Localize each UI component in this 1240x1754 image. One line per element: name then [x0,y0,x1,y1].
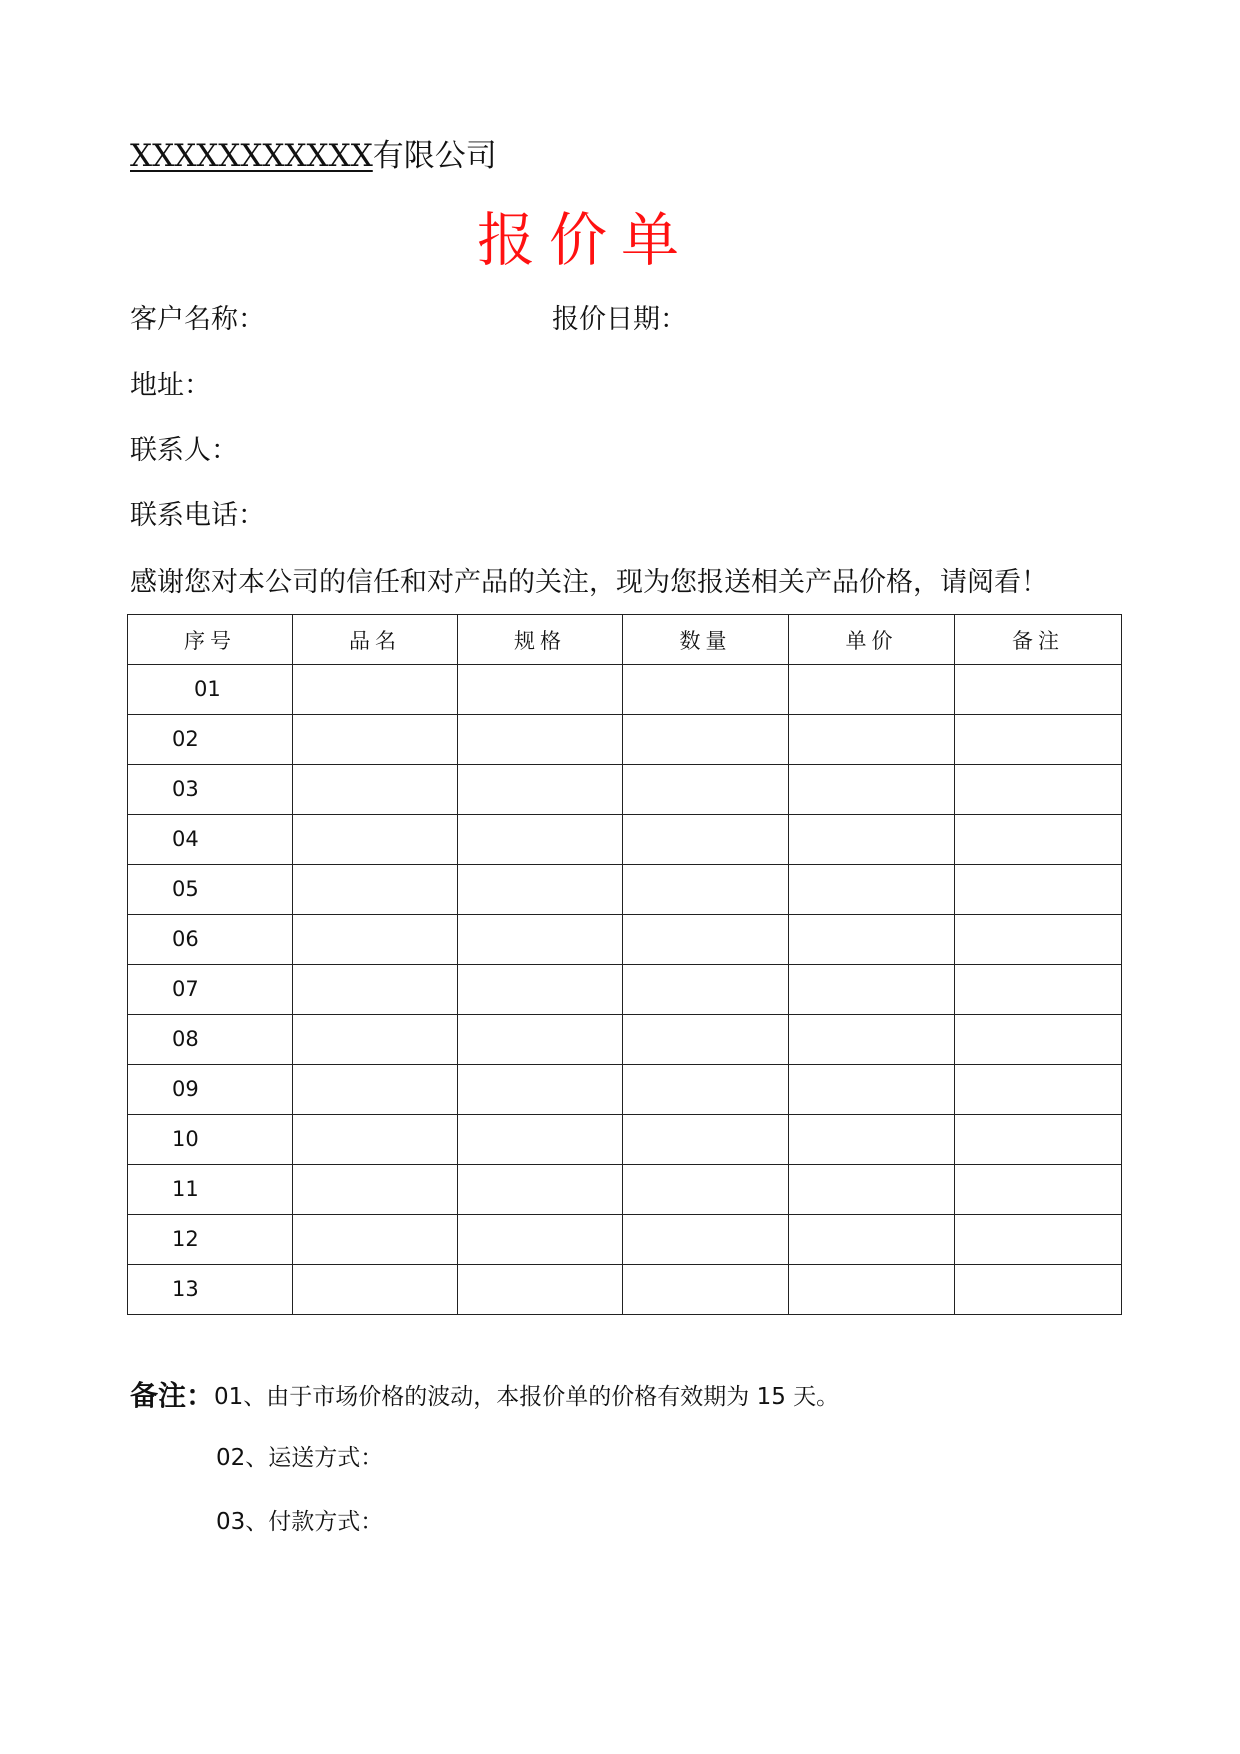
note-item: 01、由于市场价格的波动，本报价单的价格有效期为 15 天。 [214,1384,840,1410]
customer-name-label: 客户名称： [130,304,265,335]
unit-price-cell [789,915,955,965]
unit-price-cell [789,765,955,815]
spec-cell [458,815,623,865]
product-name-cell [293,1165,458,1215]
product-name-cell [293,1115,458,1165]
header-product-name: 品名 [293,615,458,665]
quantity-cell [623,965,789,1015]
table-row [128,1265,1122,1315]
remark-cell [955,865,1122,915]
document-title: 报价单 [476,206,693,274]
unit-price-cell [789,965,955,1015]
row-seq: 11 [128,1165,293,1215]
quantity-cell [623,815,789,865]
table-header-row [128,615,1122,665]
product-name-cell [293,915,458,965]
remark-cell [955,1265,1122,1315]
table-row [128,715,1122,765]
remark-cell [955,1065,1122,1115]
intro-text: 感谢您对本公司的信任和对产品的关注，现为您报送相关产品价格，请阅看！ [130,567,1048,598]
row-seq: 05 [128,865,293,915]
remark-cell [955,1215,1122,1265]
row-seq: 09 [128,1065,293,1115]
row-seq: 03 [128,765,293,815]
table-row [128,1015,1122,1065]
table-row [128,915,1122,965]
header-remark: 备注 [955,615,1122,665]
product-name-cell [293,1065,458,1115]
table-row [128,1065,1122,1115]
row-seq: 02 [128,715,293,765]
notes-section [130,1380,839,1413]
spec-cell [458,665,623,715]
unit-price-cell [789,715,955,765]
product-name-cell [293,1015,458,1065]
quantity-cell [623,1115,789,1165]
remark-cell [955,1165,1122,1215]
header-unit-price: 单价 [789,615,955,665]
table-row [128,815,1122,865]
quantity-cell [623,715,789,765]
spec-cell [458,1115,623,1165]
quantity-cell [623,1165,789,1215]
remark-cell [955,765,1122,815]
unit-price-cell [789,1215,955,1265]
contact-phone-label: 联系电话： [130,500,265,531]
quantity-cell [623,1015,789,1065]
table-row [128,1215,1122,1265]
spec-cell [458,1215,623,1265]
row-seq: 01 [128,665,293,715]
remark-cell [955,915,1122,965]
address-label: 地址： [130,370,211,401]
remark-cell [955,965,1122,1015]
table-row [128,865,1122,915]
table-row [128,765,1122,815]
header-spec: 规格 [458,615,623,665]
row-seq: 06 [128,915,293,965]
spec-cell [458,765,623,815]
company-name-placeholder: XXXXXXXXXXX [130,138,373,174]
unit-price-cell [789,1165,955,1215]
unit-price-cell [789,815,955,865]
unit-price-cell [789,1015,955,1065]
header-quantity: 数量 [623,615,789,665]
product-name-cell [293,1265,458,1315]
unit-price-cell [789,665,955,715]
spec-cell [458,865,623,915]
company-name [130,136,497,176]
product-name-cell [293,815,458,865]
quantity-cell [623,765,789,815]
spec-cell [458,715,623,765]
unit-price-cell [789,1115,955,1165]
quantity-cell [623,1065,789,1115]
notes-label: 备注： [130,1379,215,1412]
spec-cell [458,1065,623,1115]
quantity-cell [623,665,789,715]
quantity-cell [623,865,789,915]
header-seq: 序号 [128,615,293,665]
row-seq: 04 [128,815,293,865]
spec-cell [458,915,623,965]
product-name-cell [293,765,458,815]
remark-cell [955,715,1122,765]
row-seq: 13 [128,1265,293,1315]
note-item: 02、运送方式： [216,1445,384,1471]
table-row [128,1165,1122,1215]
product-name-cell [293,865,458,915]
quantity-cell [623,1265,789,1315]
table-row [128,1115,1122,1165]
spec-cell [458,1265,623,1315]
quantity-cell [623,1215,789,1265]
spec-cell [458,1015,623,1065]
company-name-suffix: 有限公司 [372,138,497,174]
product-name-cell [293,965,458,1015]
table-row [128,965,1122,1015]
product-name-cell [293,665,458,715]
note-item: 03、付款方式： [216,1509,384,1535]
row-seq: 12 [128,1215,293,1265]
spec-cell [458,965,623,1015]
contact-person-label: 联系人： [130,435,238,466]
unit-price-cell [789,1265,955,1315]
unit-price-cell [789,1065,955,1115]
row-seq: 07 [128,965,293,1015]
spec-cell [458,1165,623,1215]
remark-cell [955,1115,1122,1165]
product-name-cell [293,1215,458,1265]
row-seq: 08 [128,1015,293,1065]
unit-price-cell [789,865,955,915]
row-seq: 10 [128,1115,293,1165]
product-name-cell [293,715,458,765]
quote-table [127,614,1122,1315]
remark-cell [955,665,1122,715]
remark-cell [955,815,1122,865]
table-row [128,665,1122,715]
remark-cell [955,1015,1122,1065]
quantity-cell [623,915,789,965]
quote-date-label: 报价日期： [552,304,687,335]
